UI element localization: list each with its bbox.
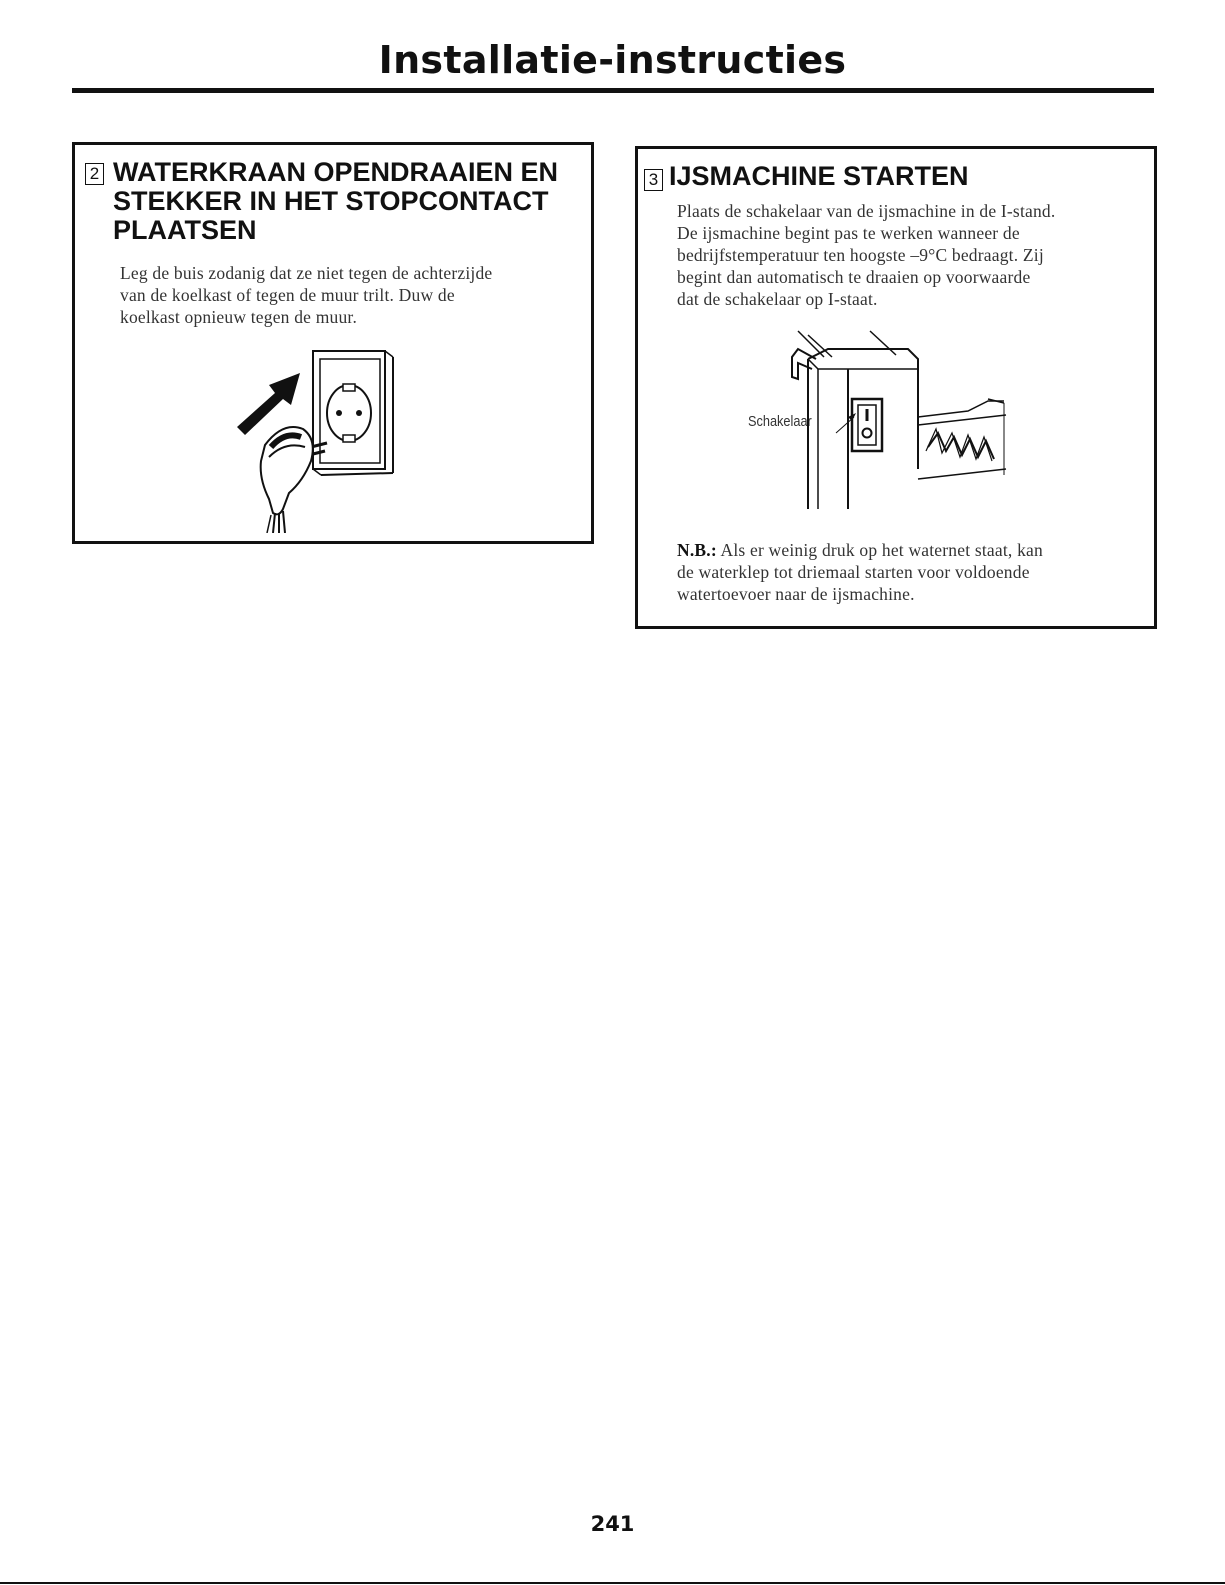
body-line: watertoevoer naar de ijsmachine. <box>677 584 915 604</box>
title-rule <box>72 88 1154 93</box>
body-line: De ijsmachine begint pas te werken wanneer de <box>677 223 1020 243</box>
heading-line: STEKKER IN HET STOPCONTACT <box>113 186 549 216</box>
section-heading-outlet <box>113 158 558 245</box>
step-number-3: 3 <box>644 169 663 191</box>
section-body-outlet <box>120 262 492 328</box>
body-line: van de koelkast of tegen de muur trilt. Duw de <box>120 285 455 305</box>
section-icemaker-box <box>635 146 1157 629</box>
wall-socket-icon <box>313 351 393 475</box>
section-outlet-box <box>72 142 594 544</box>
note-label: N.B.: <box>677 540 717 560</box>
body-line: dat de schakelaar op I-staat. <box>677 289 878 309</box>
heading-line: PLAATSEN <box>113 215 257 245</box>
section-body-icemaker <box>677 200 1055 310</box>
step-number-2: 2 <box>85 163 104 185</box>
page-number: 241 <box>590 1512 635 1536</box>
body-line: Als er weinig druk op het waternet staat, kan <box>716 540 1043 560</box>
body-line: Leg de buis zodanig dat ze niet tegen de achterzijde <box>120 263 493 283</box>
callout-label-switch: Schakelaar <box>748 413 812 430</box>
push-arrow-icon <box>237 373 300 435</box>
body-line: Plaats de schakelaar van de ijsmachine in de I-stand. <box>677 201 1056 221</box>
body-line: de waterklep tot driemaal starten voor voldoende <box>677 562 1030 582</box>
heading-line: IJSMACHINE STARTEN <box>669 161 969 191</box>
body-line: bedrijfstemperatuur ten hoogste –9°C bedraagt. Zij <box>677 245 1044 265</box>
plug-outlet-illustration <box>225 343 415 533</box>
ice-tray-icon <box>918 399 1006 479</box>
body-line: begint dan automatisch te draaien op voorwaarde <box>677 267 1031 287</box>
section-heading-icemaker <box>669 162 969 191</box>
icemaker-switch-illustration <box>778 329 1018 514</box>
power-switch-icon <box>836 399 882 451</box>
bottom-rule <box>0 1582 1225 1584</box>
body-line: koelkast opnieuw tegen de muur. <box>120 307 358 327</box>
note-icemaker <box>677 539 1043 605</box>
page-title: Installatie-instructies <box>378 38 847 82</box>
heading-line: WATERKRAAN OPENDRAAIEN EN <box>113 157 559 187</box>
